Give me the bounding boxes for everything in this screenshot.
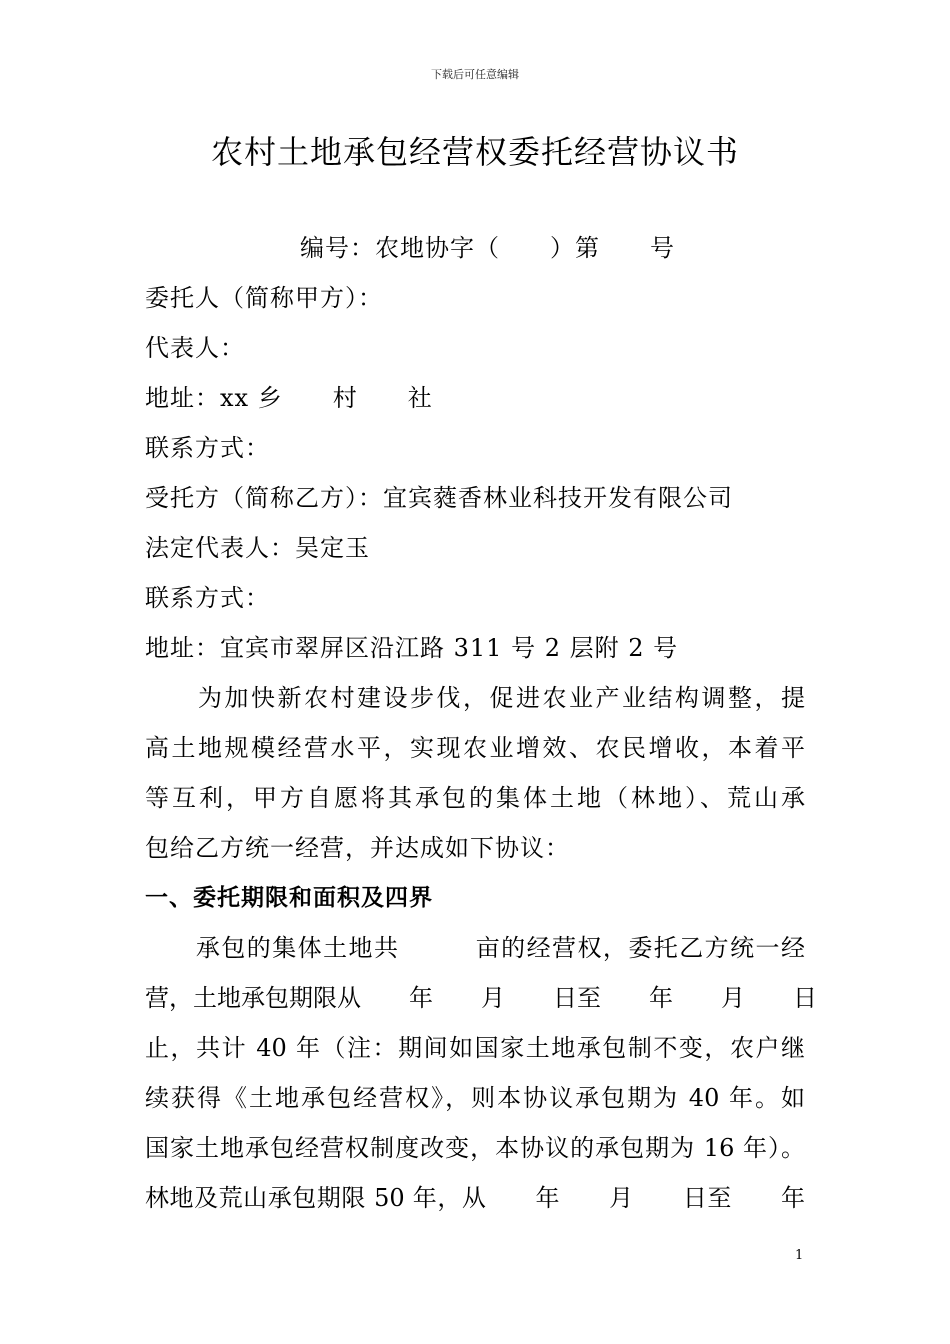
page-number: 1 [795, 1248, 804, 1263]
party-a-contact: 联系方式： [145, 434, 270, 462]
intro-paragraph-line: 高土地规模经营水平，实现农业增效、农民增收，本着平 [145, 734, 805, 762]
intro-paragraph-line: 为加快新农村建设步伐，促进农业产业结构调整，提 [145, 684, 805, 712]
header-note: 下载后可任意编辑 [431, 68, 519, 81]
party-a-representative: 代表人： [145, 334, 245, 362]
party-b-legal-rep: 法定代表人：吴定玉 [145, 534, 370, 562]
agreement-number: 编号：农地协字（ ）第 号 [300, 234, 675, 262]
section-heading: 一、委托期限和面积及四界 [145, 885, 433, 911]
section-paragraph-line: 林地及荒山承包期限 50 年，从 年 月 日至 年 [145, 1184, 805, 1212]
section-paragraph-line: 承包的集体土地共 亩的经营权，委托乙方统一经 [145, 934, 805, 962]
section-paragraph-line: 续获得《土地承包经营权》，则本协议承包期为 40 年。如 [145, 1084, 805, 1112]
party-b-contact: 联系方式： [145, 584, 270, 612]
section-paragraph-line: 止，共计 40 年（注：期间如国家土地承包制不变，农户继 [145, 1034, 805, 1062]
section-paragraph-line: 国家土地承包经营权制度改变，本协议的承包期为 16 年）。 [145, 1134, 805, 1162]
document-title: 农村土地承包经营权委托经营协议书 [210, 133, 739, 171]
party-b-address: 地址：宜宾市翠屏区沿江路 311 号 2 层附 2 号 [145, 634, 679, 662]
party-a-label: 委托人（简称甲方）： [145, 284, 383, 312]
intro-paragraph-line: 包给乙方统一经营，并达成如下协议： [145, 834, 570, 862]
party-b-label: 受托方（简称乙方）：宜宾蕤香林业科技开发有限公司 [145, 484, 733, 512]
party-a-address: 地址：xx 乡 村 社 [145, 384, 433, 412]
intro-paragraph-line: 等互利，甲方自愿将其承包的集体土地（林地）、荒山承 [145, 784, 805, 812]
section-paragraph-line: 营，土地承包期限从 年 月 日至 年 月 日 [145, 984, 817, 1012]
